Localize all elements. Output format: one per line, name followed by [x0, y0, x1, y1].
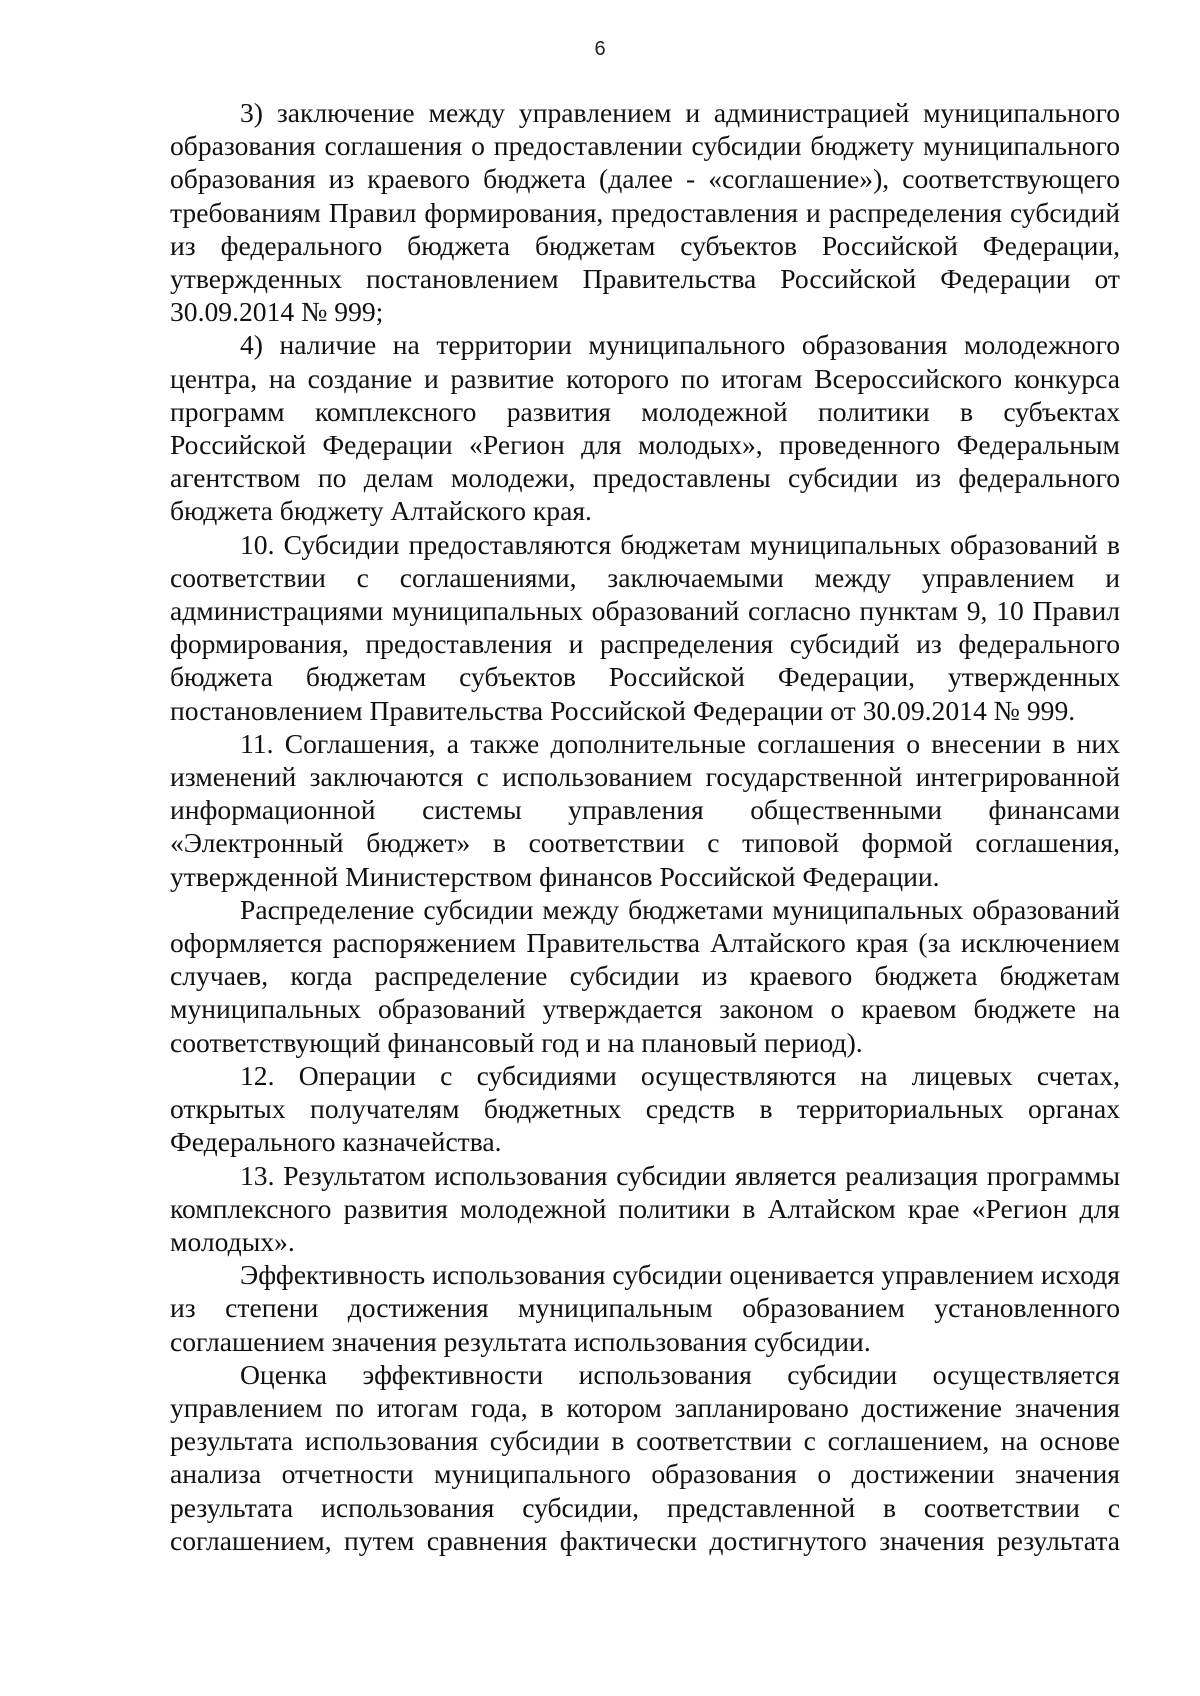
paragraph-efficiency: Эффективность использования субсидии оценивается управлением исходя из степени достижения муниципальным образованием установленного соглашением значения результата использования субсидии. [170, 1259, 1120, 1357]
paragraph-clause-10: 10. Субсидии предоставляются бюджетам муниципальных образований в соответствии с соглашениями, заключаемыми между управлением и администрациями муниципальных образований согласно пунктам 9, 10 Правил формирования, предоставления и распределения субсидий из федерального бюджета бюджетам субъектов Российской Федерации, утвержденных постановлением Правительства Российской Федерации от 30.09.2014 № 999. [170, 528, 1120, 726]
document-body [170, 96, 1120, 1557]
paragraph-clause-12: 12. Операции с субсидиями осуществляются на лицевых счетах, открытых получателям бюджетных средств в территориальных органах Федерального казначейства. [170, 1059, 1120, 1158]
paragraph-distribution: Распределение субсидии между бюджетами муниципальных образований оформляется распоряжением Правительства Алтайского края (за исключением случаев, когда распределение субсидии из краевого бюджета бюджетам муниципальных образований утверждается законом о краевом бюджете на соответствующий финансовый год и на плановый период). [170, 893, 1120, 1058]
paragraph-clause-13: 13. Результатом использования субсидии является реализация программы комплексного развития молодежной политики в Алтайском крае «Регион для молодых». [170, 1159, 1120, 1257]
paragraph-clause-11: 11. Соглашения, а также дополнительные соглашения о внесении в них изменений заключаются с использованием государственной интегрированной информационной системы управления общественными финансами «Электронный бюджет» в соответствии с типовой формой соглашения, утвержденной Министерством финансов Российской Федерации. [170, 727, 1120, 892]
page-number: 6 [594, 38, 606, 60]
paragraph-evaluation: Оценка эффективности использования субсидии осуществляется управлением по итогам года, в котором запланировано достижение значения результата использования субсидии в соответствии с соглашением, на основе анализа отчетности муниципального образования о достижении значения результата использования субсидии, представленной в соответствии с соглашением, путем сравнения фактически достигнутого значения результата [170, 1358, 1120, 1556]
paragraph-item-3: 3) заключение между управлением и администрацией муниципального образования соглашения о предоставлении субсидии бюджету муниципального образования из краевого бюджета (далее - «соглашение»), соответствующего требованиям Правил формирования, предоставления и распределения субсидий из федерального бюджета бюджетам субъектов Российской Федерации, утвержденных постановлением Правительства Российской Федерации от 30.09.2014 № 999; [170, 97, 1120, 328]
paragraph-item-4: 4) наличие на территории муниципального образования молодежного центра, на создание и развитие которого по итогам Всероссийского конкурса программ комплексного развития молодежной политики в субъектах Российской Федерации «Регион для молодых», проведенного Федеральным агентством по делам молодежи, предоставлены субсидии из федерального бюджета бюджету Алтайского края. [170, 329, 1120, 527]
